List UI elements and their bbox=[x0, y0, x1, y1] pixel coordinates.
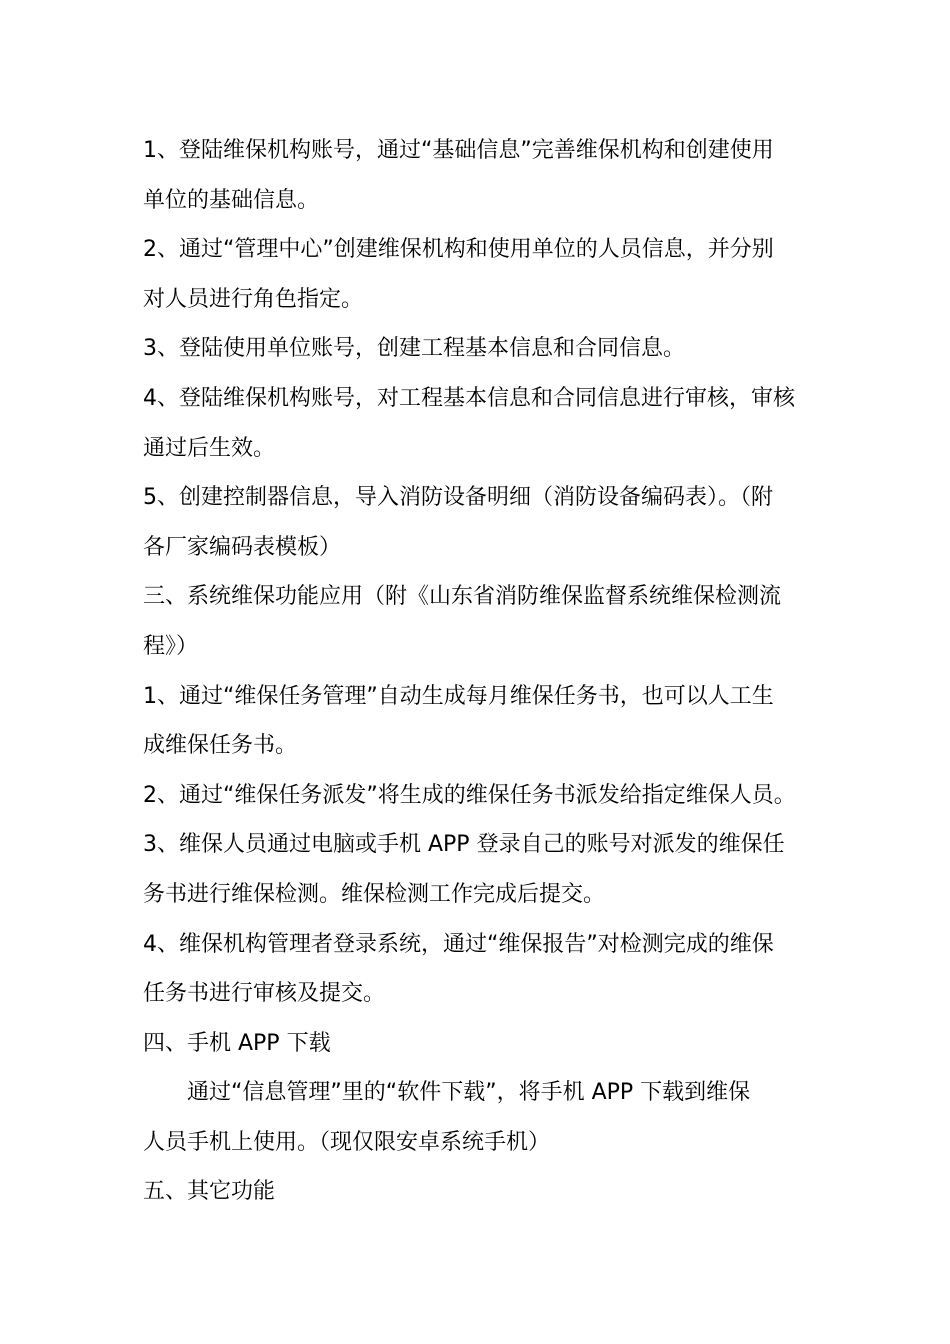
text-line-8: 5、创建控制器信息，导入消防设备明细（消防设备编码表）。（附 bbox=[143, 485, 773, 511]
text-line-12: 1、通过“维保任务管理”自动生成每月维保任务书，也可以人工生 bbox=[143, 683, 774, 709]
text-line-6: 4、登陆维保机构账号，对工程基本信息和合同信息进行审核，审核 bbox=[143, 385, 795, 411]
text-line-2: 单位的基础信息。 bbox=[143, 187, 320, 213]
text-line-11: 程》） bbox=[143, 633, 199, 659]
text-line-7: 通过后生效。 bbox=[143, 435, 276, 461]
section-heading-5: 五、其它功能 bbox=[143, 1179, 276, 1205]
text-line-1: 1、登陆维保机构账号，通过“基础信息”完善维保机构和创建使用 bbox=[143, 138, 774, 163]
section-heading-3: 三、系统维保功能应用（附《山东省消防维保监督系统维保检测流 bbox=[143, 584, 782, 610]
text-line-18: 任务书进行审核及提交。 bbox=[143, 981, 386, 1007]
text-line-9: 各厂家编码表模板） bbox=[143, 534, 342, 560]
text-line-20: 通过“信息管理”里的“软件下载”，将手机 APP 下载到维保 bbox=[187, 1080, 751, 1106]
document-body bbox=[143, 126, 823, 1217]
text-line-16: 务书进行维保检测。维保检测工作完成后提交。 bbox=[143, 881, 606, 907]
text-line-3: 2、通过“管理中心”创建维保机构和使用单位的人员信息，并分别 bbox=[143, 237, 774, 263]
text-line-17: 4、维保机构管理者登录系统，通过“维保报告”对检测完成的维保 bbox=[143, 931, 774, 957]
text-line-13: 成维保任务书。 bbox=[143, 733, 298, 759]
text-line-15: 3、维保人员通过电脑或手机 APP 登录自己的账号对派发的维保任 bbox=[143, 832, 785, 858]
text-line-14: 2、通过“维保任务派发”将生成的维保任务书派发给指定维保人员。 bbox=[143, 782, 796, 808]
text-line-21: 人员手机上使用。（现仅限安卓系统手机） bbox=[143, 1129, 551, 1155]
text-line-4: 对人员进行角色指定。 bbox=[143, 286, 364, 312]
text-line-5: 3、登陆使用单位账号，创建工程基本信息和合同信息。 bbox=[143, 336, 685, 362]
section-heading-4: 四、手机 APP 下载 bbox=[143, 1030, 331, 1056]
